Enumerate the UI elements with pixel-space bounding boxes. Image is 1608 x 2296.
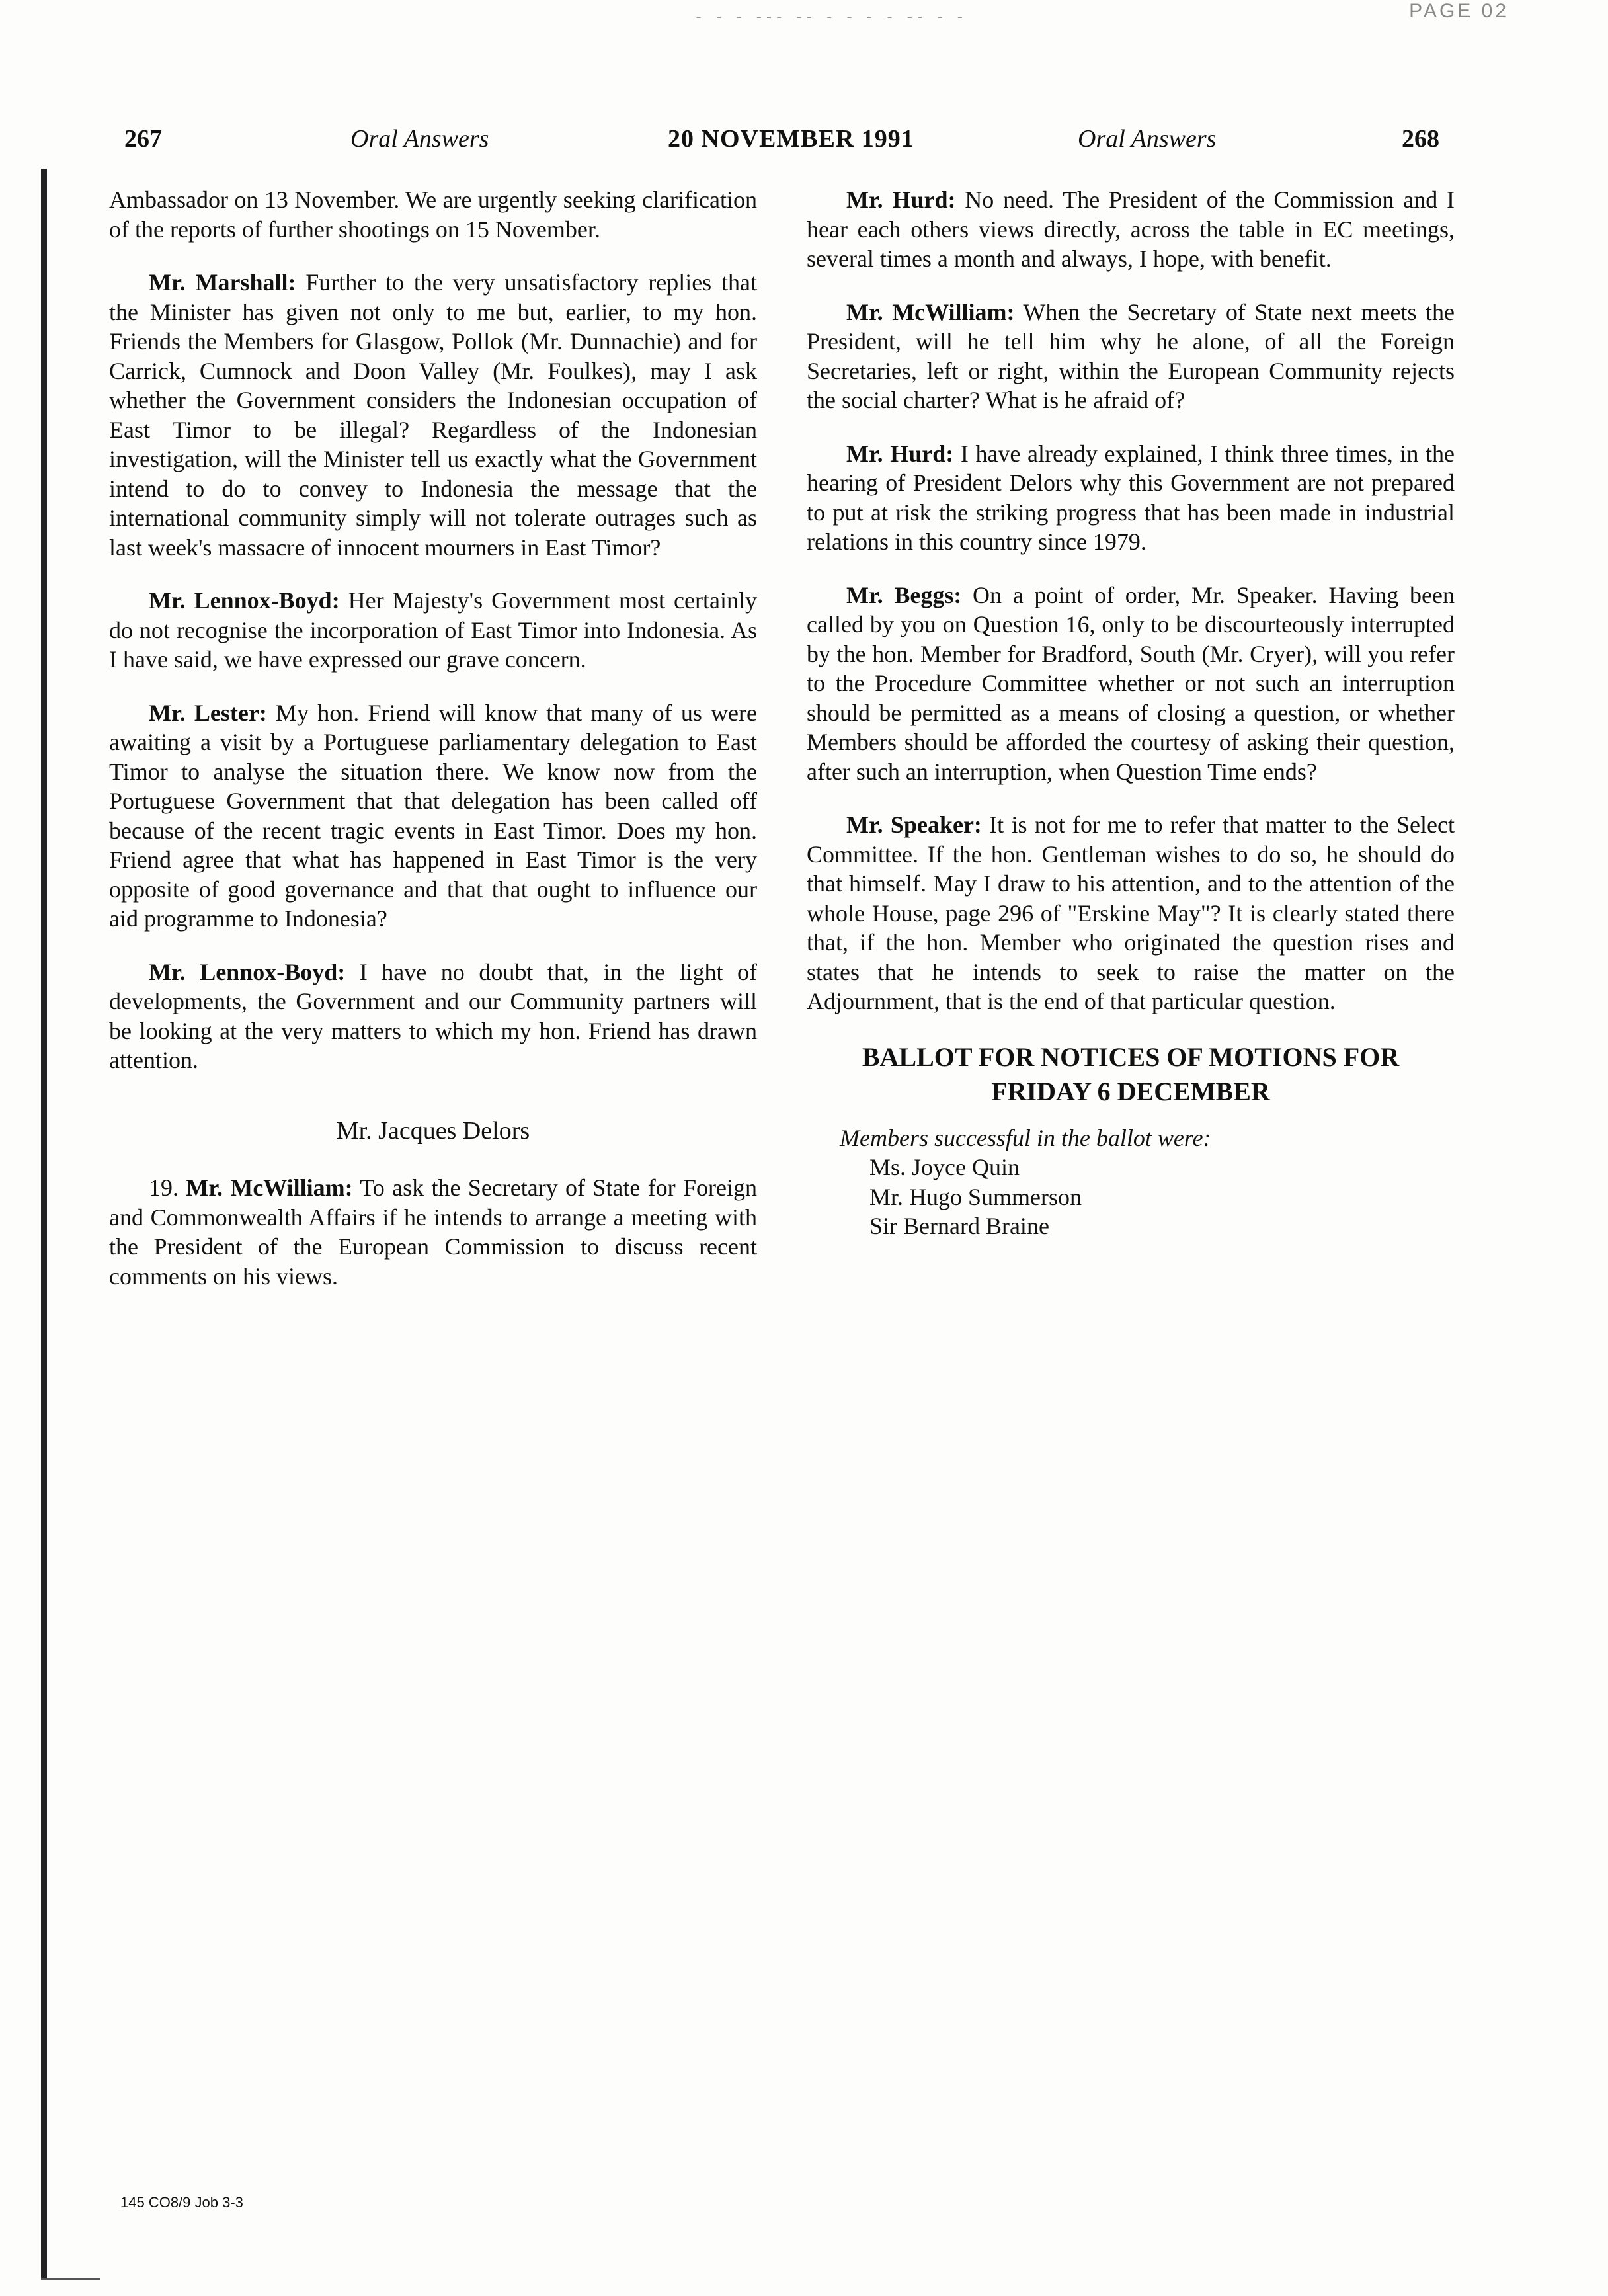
contribution-hurd-2 [807, 439, 1455, 557]
ballot-heading-line: FRIDAY 6 DECEMBER [991, 1076, 1270, 1106]
contribution-hurd-1 [807, 185, 1455, 274]
speech-text: I have already explained, I think three times, in the hearing of President Delors why this Government are not prepared to put at risk the striking progress that has been made in industrial relations in this country since 1979. [807, 440, 1455, 555]
speech-text: Her Majesty's Government most certainly do not recognise the incorporation of East Timor into Indonesia. As I have said, we have expressed our grave concern. [109, 587, 757, 673]
speech-text: No need. The President of the Commission and I hear each others views directly, across the table in EC meetings, several times a month and always, I hope, with benefit. [807, 186, 1455, 272]
ballot-name: Mr. Hugo Summerson [869, 1183, 1082, 1210]
section-heading: Mr. Jacques Delors [336, 1116, 530, 1145]
speech-text: When the Secretary of State next meets the President, will he tell him why he alone, of all the Foreign Secretaries, left or right, within the European Community rejects the social charter? What is he afraid of? [807, 298, 1455, 413]
contribution-marshall [109, 268, 757, 562]
column-title-right: Oral Answers [1078, 125, 1217, 153]
fax-transmission-line: - - - ‐‐‐ ‐‐ ‐ ‐ ‐ ‐ ‐‐ ‐ ‐ [694, 9, 966, 26]
question-number: 19. [149, 1174, 186, 1201]
speaker-name: Mr. Hurd: [846, 186, 956, 213]
speaker-name: Mr. Marshall: [149, 269, 296, 296]
contribution-beggs [807, 581, 1455, 787]
speech-text: On a point of order, Mr. Speaker. Having been called by you on Question 16, only to be discourteously interrupted by the hon. Member for Bradford, South (Mr. Cryer), will you refer to the Procedure Committee whether or not such an interruption should be permitted as a means of closing a question, or whether Members should be afforded the courtesy of asking their question, after such an interruption, when Question Time ends? [807, 581, 1455, 785]
speech-text: My hon. Friend will know that many of us were awaiting a visit by a Portuguese parliamentary delegation to East Timor to analyse the situation there. We know now from the Portuguese Government that that delegation has been called off because of the recent tragic events in East Timor. Does my hon. Friend agree that what has happened in East Timor is the very opposite of good governance and that that ought to influence our aid programme to Indonesia? [109, 699, 758, 932]
speaker-name: Mr. McWilliam: [186, 1174, 353, 1201]
contribution-speaker [807, 810, 1455, 1016]
page-number-right: 268 [1402, 125, 1439, 153]
margin-rule-foot [41, 2278, 100, 2280]
speaker-name: Mr. Lennox-Boyd: [149, 958, 346, 985]
speech-text: Further to the very unsatisfactory replies that the Minister has given not only to me but, earlier, to my hon. Friends the Members for Glasgow, Pollok (Mr. Dunnachie) and for Carrick, Cumnock and Doon Valley (Mr. Foulkes), may I ask whether the Government considers the Indonesian occupation of East Timor to be illegal? Regardless of the Indonesian investigation, will the Minister tell us exactly what the Government intend to do to convey to Indonesia the message that the international community simply will not tolerate outrages such as last week's massacre of innocent mourners in East Timor? [109, 269, 757, 561]
speech-text: To ask the Secretary of State for Foreign and Commonwealth Affairs if he intends to arrange a meeting with the President of the European Commission to discuss recent comments on his views. [109, 1174, 757, 1290]
print-job-code: 145 CO8/9 Job 3-3 [120, 2194, 243, 2211]
paragraph-continued: Ambassador on 13 November. We are urgently seeking clarification of the reports of further shootings on 15 November. [109, 186, 757, 243]
contribution-lennox-boyd-1 [109, 586, 757, 675]
ballot-name: Sir Bernard Braine [869, 1213, 1049, 1239]
contribution-lester [109, 698, 757, 934]
speaker-name: Mr. Hurd: [846, 440, 954, 467]
speaker-name: Mr. Lester: [149, 699, 267, 726]
speaker-name: Mr. Lennox-Boyd: [149, 587, 340, 614]
ballot-intro: Members successful in the ballot were: [840, 1124, 1211, 1151]
column-title-left: Oral Answers [350, 125, 489, 153]
speaker-name: Mr. McWilliam: [846, 298, 1015, 325]
ballot-name: Ms. Joyce Quin [869, 1154, 1020, 1180]
ballot-heading [807, 1040, 1455, 1109]
question-19 [109, 1173, 757, 1291]
sitting-date: 20 NOVEMBER 1991 [668, 125, 914, 153]
page-number-left: 267 [124, 125, 162, 153]
ballot-names-list [807, 1153, 1455, 1241]
margin-rule [41, 169, 47, 2278]
contribution-mcwilliam [807, 298, 1455, 415]
ballot-heading-line: BALLOT FOR NOTICES OF MOTIONS FOR [862, 1042, 1400, 1072]
speaker-name: Mr. Speaker: [846, 811, 982, 838]
fax-page-number: PAGE 02 [1409, 0, 1509, 22]
speech-text: I have no doubt that, in the light of developments, the Government and our Community partners will be looking at the very matters to which my hon. Friend has drawn attention. [109, 958, 757, 1073]
speaker-name: Mr. Beggs: [846, 581, 962, 608]
right-column [807, 185, 1455, 1241]
running-header [0, 124, 1608, 164]
left-column [109, 185, 757, 1315]
speech-text: It is not for me to refer that matter to the Select Committee. If the hon. Gentleman wishes to do so, he should do that himself. May I draw to his attention, and to the attention of the whole House, page 296 of "Erskine May"? It is clearly stated there that, if the hon. Member who originated the question rises and states that he intends to seek to raise the matter on the Adjournment, that is the end of that particular question. [807, 811, 1455, 1014]
contribution-lennox-boyd-2 [109, 958, 757, 1075]
